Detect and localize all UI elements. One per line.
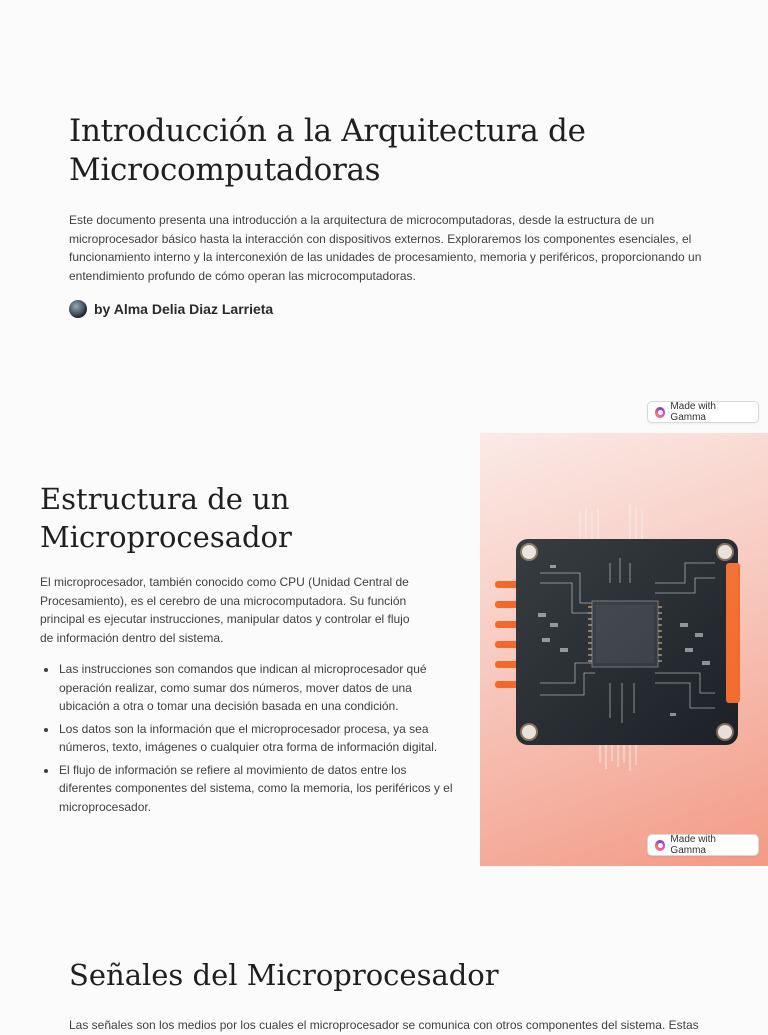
list-item: • Los datos son la información que el microprocesador procesa, ya sea números, texto, imágenes o cualquier otra forma de información digital. bbox=[58, 720, 458, 757]
list-item: • Las instrucciones son comandos que indican al microprocesador qué operación realizar, como sumar dos números, mover datos de una ubicación a otra o tomar una decisión basada en una condición. bbox=[58, 660, 458, 716]
badge-label: Made with Gamma bbox=[670, 834, 716, 856]
orange-connectors bbox=[495, 581, 519, 688]
gamma-logo-icon bbox=[655, 840, 665, 851]
intro-title: Introducción a la Arquitectura de Microcomputadoras bbox=[69, 113, 586, 188]
made-with-gamma-badge[interactable] bbox=[647, 834, 759, 856]
structure-bullet-list bbox=[40, 660, 458, 820]
structure-description: El microprocesador, también conocido como CPU (Unidad Central de Procesamiento), es el cerebro de una microcomputadora. Su función principal es ejecutar instrucciones, manipular datos y controlar el flujo de información dentro del sistema. bbox=[40, 575, 410, 645]
avatar bbox=[69, 300, 87, 318]
author-name: by Alma Delia Diaz Larrieta bbox=[94, 301, 274, 317]
badge-label: Made with Gamma bbox=[670, 401, 716, 423]
gamma-logo-icon bbox=[655, 407, 665, 418]
signals-description: Las señales son los medios por los cuales el microprocesador se comunica con otros componentes del sistema. Estas bbox=[69, 1018, 699, 1032]
made-with-gamma-badge[interactable] bbox=[647, 401, 759, 423]
signals-title: Señales del Microprocesador bbox=[69, 958, 499, 992]
list-item: • El flujo de información se refiere al movimiento de datos entre los diferentes componentes del sistema, como la memoria, los periféricos y el microprocesador. bbox=[58, 761, 458, 817]
intro-description: Este documento presenta una introducción a la arquitectura de microcomputadoras, desde la estructura de un microprocesador básico hasta la interacción con dispositivos externos. Exploraremos los componentes esenciales, el funcionamiento interno y la interconexión de las unidades de procesamiento, memoria y periféricos, proporcionando un entendimiento profundo de cómo operan las microcomputadoras. bbox=[69, 213, 702, 283]
author-byline bbox=[69, 298, 273, 320]
microprocessor-board-image bbox=[480, 433, 768, 866]
structure-title: Estructura de un Microprocesador bbox=[40, 482, 292, 554]
